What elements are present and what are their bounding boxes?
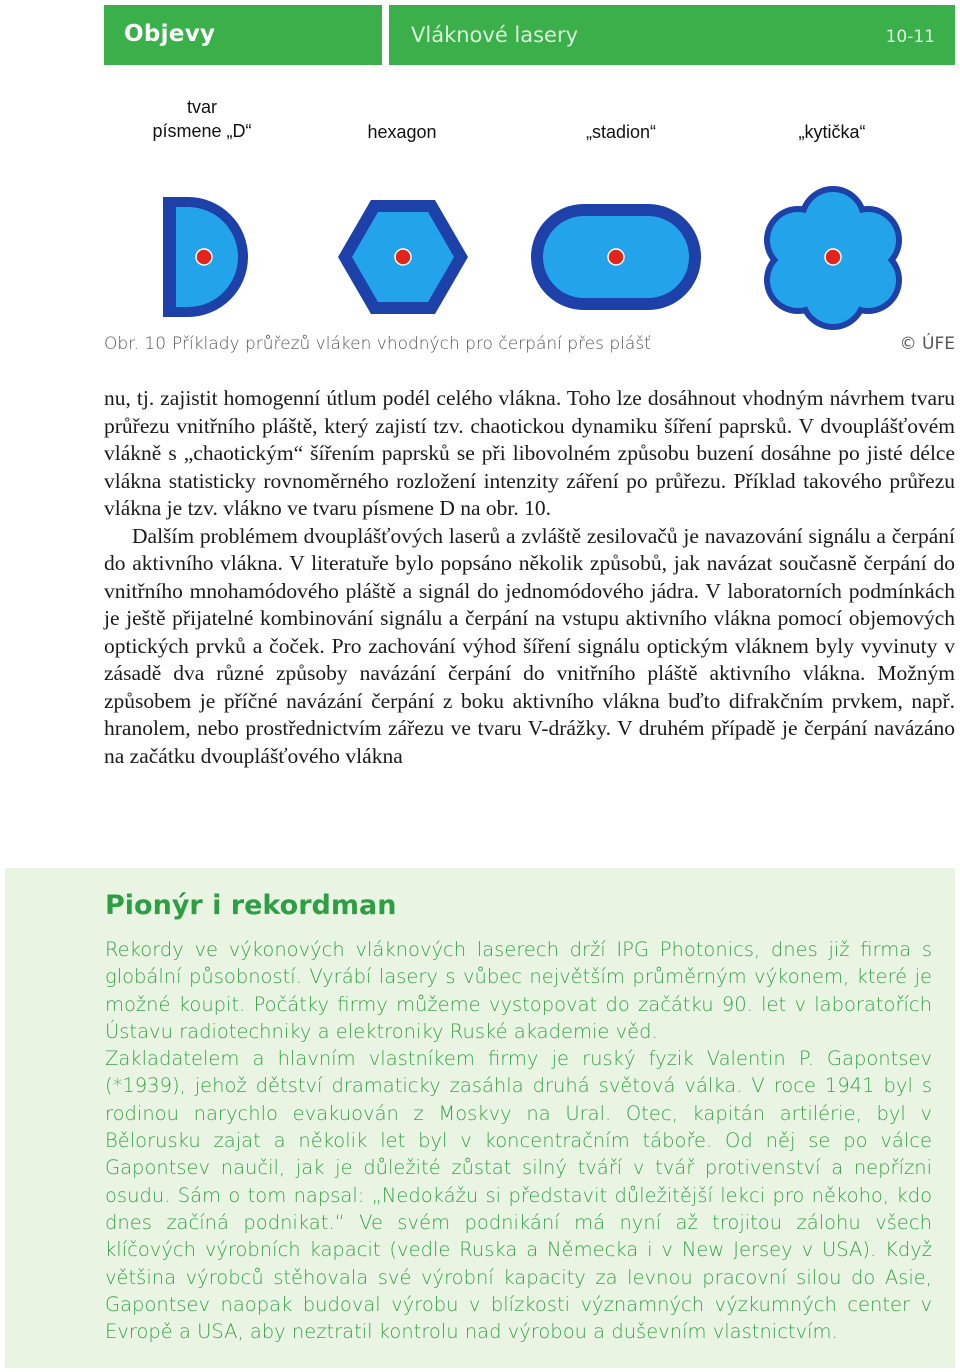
sidebar-box [5,868,955,1368]
sidebar-text [105,936,932,1345]
figure-label-hexagon: hexagon [367,122,437,142]
body-paragraph-1: nu, tj. zajistit homogenní útlum podél celého vlákna. Toho lze dosáhnout vhodným návrhem tvaru průřezu vnitřního pláště, který zajistí tzv. chaotickou dynamiku šíření paprsků. V dvouplášťovém vlákně s „chaotickým“ šířením paprsků se při libovolném způsobu buzení dosáhne po jisté délce vlákna statisticky rovnoměrného rozložení intenzity záření po průřezu. Příklad takového průřezu vlákna je tzv. vlákno ve tvaru písmene D na obr. 10. [104,386,955,520]
body-paragraph-2: Dalším problémem dvouplášťových laserů a zvláště zesilovačů je navazování signálu a čerpání do aktivního vlákna. V literatuře bylo popsáno několik způsobů, jak navázat současně čerpání do vnitřního mnohamódového pláště a signál do jednomódového jádra. V laboratorních podmínkách je ještě přijatelné kombinování signálu a čerpání na vstupu aktivního vlákna pomocí objemových optických prvků a čoček. Pro zachování výhod šíření signálu optickým vláknem byly vyvinuty v zásadě dva různé způsoby navázání čerpání do vnitřního pláště aktivního vlákna. Možným způsobem je příčné navázání čerpání z boku aktivního vlákna buďto difrakčním prvkem, např. hranolem, nebo prostřednictvím zářezu ve tvaru V-drážky. V druhém případě je čerpání navázáno na začátku dvouplášťového vlákna [104,523,955,768]
header-section-bar [104,5,382,65]
flower-cross-section [764,186,902,330]
d-shape-core [196,249,212,265]
flower-core [825,249,841,265]
hexagon-cross-section [338,200,468,314]
sidebar-title: Pionýr i rekordman [105,890,397,921]
figure-copyright: © ÚFE [899,334,955,354]
sidebar-paragraph-2: Zakladatelem a hlavním vlastníkem firmy je ruský fyzik Valentin P. Gapontsev (*1939), jehož dětství dramaticky zasáhla druhá světová válka. V roce 1941 byl s rodinou narychlo evakuován z Moskvy na Ural. Otec, kapitán artilérie, byl v Bělorusku zajat a několik let byl v koncentračním táboře. Od něj se po válce Gapontsev naučil, jak je důležité zůstat silný tváří v tvář protivenství a nepřízni osudu. Sám o tom napsal: „Nedokážu si představit důležitější lekci pro někoho, kdo dnes začíná podnikat.“ Ve svém podnikání má nyní až trojitou zálohu všech klíčových výrobních kapacit (vedle Ruska a Německa i v New Jersey v USA). Když většina výrobců stěhovala své výrobní kapacity za levnou pracovní silou do Asie, Gapontsev naopak budoval výrobu v blízkosti významných výzkumných center v Evropě a USA, aby neztratil kontrolu nad výrobou a duševním vlastnictvím. [105,1047,932,1344]
article-body [104,385,955,770]
d-shape-cross-section [163,197,248,317]
figure-label-stadion: „stadion“ [585,122,657,142]
hexagon-core [395,249,411,265]
page-numbers: 10-11 [885,27,935,47]
stadion-cross-section [531,204,701,310]
stadion-core [608,249,624,265]
figure-caption [104,334,955,354]
header-topic-bar [389,5,955,65]
section-title: Objevy [124,21,216,47]
figure-label-d-shape: tvar písmene „D“ [152,97,252,141]
sidebar-paragraph-1: Rekordy ve výkonových vláknových laserech drží IPG Photonics, dnes již firma s globální působností. Vyrábí lasery s vůbec největším průměrným výkonem, které je možné koupit. Počátky firmy můžeme vystopovat do začátku 90. let v laboratořích Ústavu radiotechniky a elektroniky Ruské akademie věd. [105,938,932,1043]
figure-label-flower: „kytička“ [798,122,866,142]
caption-number: Obr. 10 [104,334,167,354]
topic-title: Vláknové lasery [411,23,579,47]
fiber-cross-sections-figure [150,180,910,330]
caption-text: Příklady průřezů vláken vhodných pro čerpání přes plášť [172,334,651,354]
